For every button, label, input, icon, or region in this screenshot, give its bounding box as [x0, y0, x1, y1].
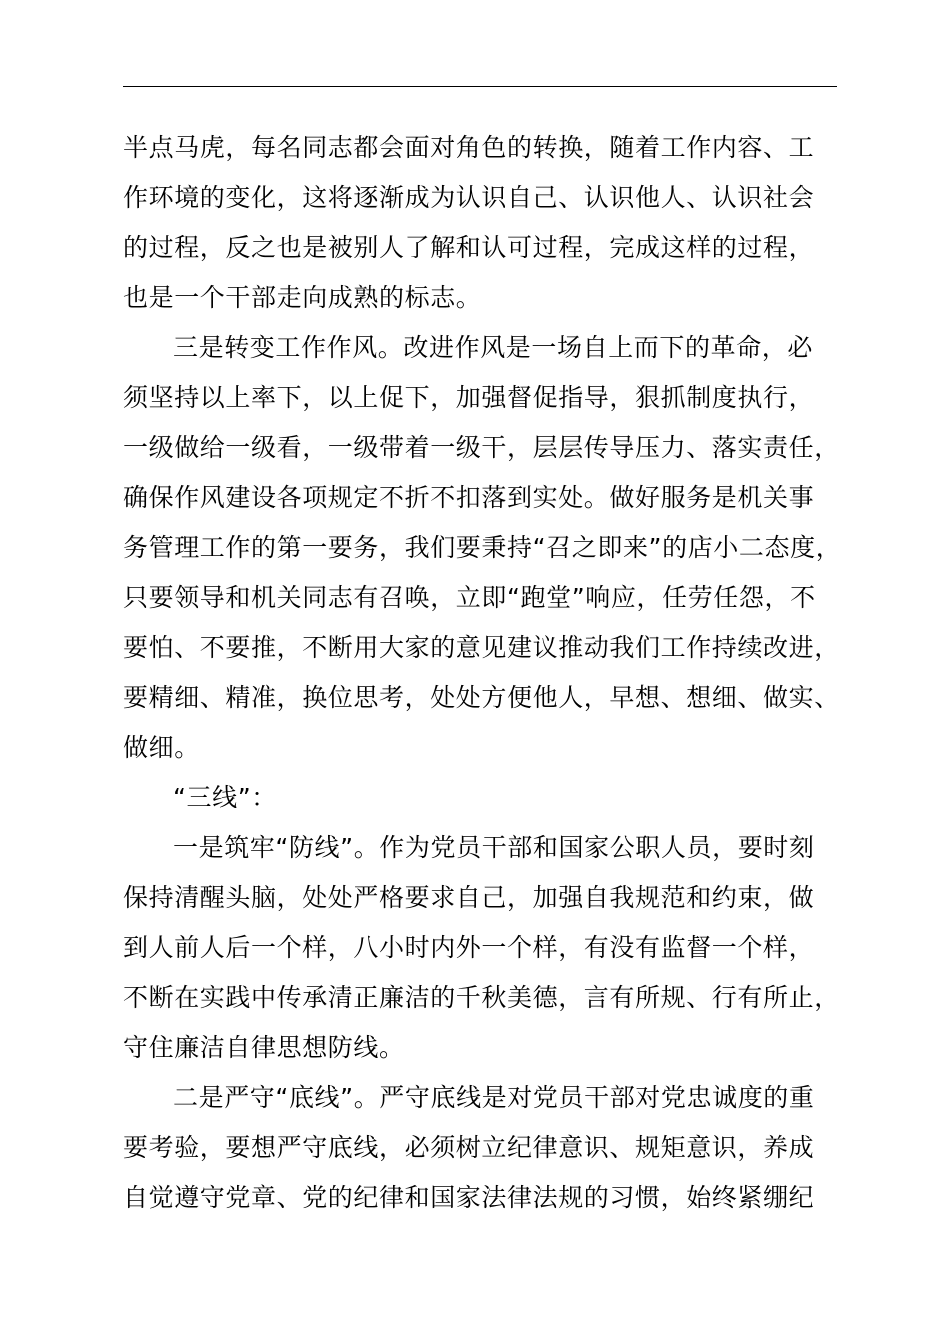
- text-line: 也是一个干部走向成熟的标志。: [123, 283, 482, 312]
- text-line: 须坚持以上率下，以上促下，加强督促指导，狠抓制度执行，: [123, 383, 815, 412]
- header-rule: [123, 86, 837, 87]
- text-line: 守住廉洁自律思想防线。: [123, 1033, 405, 1062]
- text-line: 不断在实践中传承清正廉洁的千秋美德，言有所规、行有所止，: [123, 983, 840, 1012]
- paragraph-start: 一是筑牢“防线”。作为党员干部和国家公职人员，要时刻: [173, 833, 815, 862]
- text-line: 一级做给一级看，一级带着一级干，层层传导压力、落实责任，: [123, 433, 840, 462]
- text-line: 只要领导和机关同志有召唤，立即“跑堂”响应，任劳任怨，不: [123, 583, 816, 612]
- text-line: 到人前人后一个样，八小时内外一个样，有没有监督一个样，: [123, 933, 815, 962]
- text-line: 要考验，要想严守底线，必须树立纪律意识、规矩意识，养成: [123, 1133, 815, 1162]
- text-line: 的过程，反之也是被别人了解和认可过程，完成这样的过程，: [123, 233, 815, 262]
- section-heading: “三线”：: [173, 783, 277, 812]
- text-line: 务管理工作的第一要务，我们要秉持“召之即来”的店小二态度，: [123, 533, 842, 562]
- text-line: 作环境的变化，这将逐渐成为认识自己、认识他人、认识社会: [123, 183, 815, 212]
- paragraph-start: 二是严守“底线”。严守底线是对党员干部对党忠诚度的重: [173, 1083, 815, 1112]
- text-line: 要怕、不要推，不断用大家的意见建议推动我们工作持续改进，: [123, 633, 840, 662]
- text-line: 自觉遵守党章、党的纪律和国家法律法规的习惯，始终紧绷纪: [123, 1183, 815, 1212]
- text-line: 半点马虎，每名同志都会面对角色的转换，随着工作内容、工: [123, 133, 815, 162]
- paragraph-start: 三是转变工作作风。改进作风是一场自上而下的革命，必: [173, 333, 814, 362]
- text-line: 确保作风建设各项规定不折不扣落到实处。做好服务是机关事: [123, 483, 815, 512]
- text-line: 要精细、精准，换位思考，处处方便他人，早想、想细、做实、: [123, 683, 840, 712]
- text-line: 保持清醒头脑，处处严格要求自己，加强自我规范和约束，做: [123, 883, 815, 912]
- text-line: 做细。: [123, 733, 200, 762]
